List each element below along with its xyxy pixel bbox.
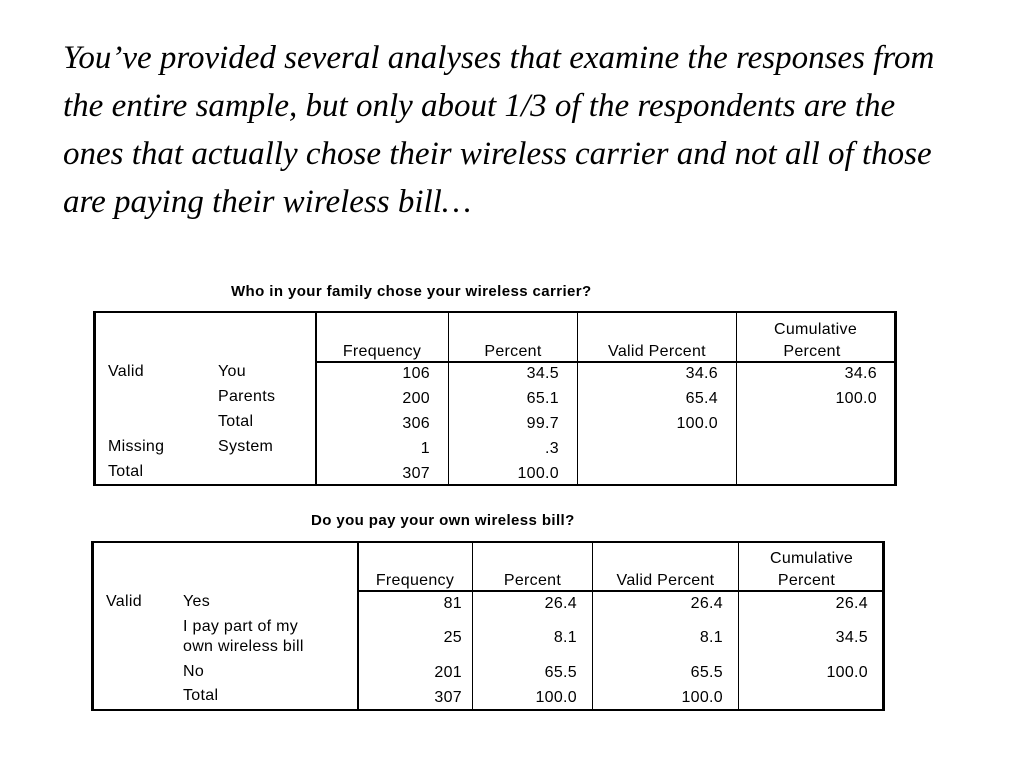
table2-row-header-divider xyxy=(357,543,359,709)
table1-cell-cumulative: 100.0 xyxy=(835,390,877,407)
table2-header-valid-percent: Valid Percent xyxy=(616,572,715,589)
table2-header-rule xyxy=(357,590,882,592)
table1-row-label: System xyxy=(218,438,274,455)
table1-header-valid-percent: Valid Percent xyxy=(608,343,706,360)
table2-cell-valid-percent: 8.1 xyxy=(699,629,723,646)
table1-cell-valid-percent: 34.6 xyxy=(685,365,718,382)
table2-cell-cumulative: 100.0 xyxy=(826,664,868,681)
table1-header-cumulative: Cumulative xyxy=(773,321,858,338)
table2-header-percent: Percent xyxy=(503,572,562,589)
table1-row-label: You xyxy=(218,363,246,380)
table1-cell-percent: 99.7 xyxy=(526,415,559,432)
table1-cell-frequency: 106 xyxy=(402,365,430,382)
table2-cell-valid-percent: 26.4 xyxy=(690,595,723,612)
table2-cell-frequency: 201 xyxy=(434,664,462,681)
table2-cell-frequency: 25 xyxy=(443,629,462,646)
table1-cell-percent: .3 xyxy=(545,440,559,457)
table2-cell-percent: 65.5 xyxy=(544,664,577,681)
table1-row-label: Parents xyxy=(218,388,276,405)
table2-header-cumulative: Cumulative xyxy=(769,550,854,567)
table1-header-cumulative-percent: Percent xyxy=(783,343,841,360)
table2-row-label: No xyxy=(183,663,205,680)
table1-header-percent: Percent xyxy=(484,343,542,360)
table2-row-label: I pay part of my xyxy=(183,618,299,635)
table1-group-label: Valid xyxy=(108,363,144,380)
table2-cell-cumulative: 26.4 xyxy=(835,595,868,612)
table2-cell-percent: 8.1 xyxy=(553,629,577,646)
table1-group-label: Total xyxy=(108,463,144,480)
table2-row-label: Total xyxy=(183,687,219,704)
table2-row-label-line2: own wireless bill xyxy=(183,638,304,655)
table1-header-rule xyxy=(315,361,894,363)
table2-cell-percent: 100.0 xyxy=(535,689,577,706)
table2-col-divider xyxy=(472,543,473,709)
table2-header-cumulative-percent: Percent xyxy=(777,572,836,589)
table1-cell-valid-percent: 100.0 xyxy=(676,415,718,432)
table2-cell-cumulative: 34.5 xyxy=(835,629,868,646)
table2-title: Do you pay your own wireless bill? xyxy=(311,512,575,529)
table2-cell-frequency: 307 xyxy=(434,689,462,706)
table1-cell-frequency: 307 xyxy=(402,465,430,482)
table2-cell-valid-percent: 100.0 xyxy=(681,689,723,706)
table2-row-label: Yes xyxy=(183,593,211,610)
table1-cell-valid-percent: 65.4 xyxy=(685,390,718,407)
table1-cell-cumulative: 34.6 xyxy=(844,365,877,382)
table1-title: Who in your family chose your wireless carrier? xyxy=(231,283,592,300)
intro-paragraph: You’ve provided several analyses that examine the responses from the entire sample, but only about 1/3 of the respondents are the ones that actually chose their wireless carrier and not all of those are paying their wireless bill… xyxy=(63,40,935,220)
table1-header-frequency: Frequency xyxy=(342,343,422,360)
table2-group-label: Valid xyxy=(106,593,142,610)
table1-row-label: Total xyxy=(218,413,254,430)
table1-cell-percent: 34.5 xyxy=(526,365,559,382)
table1-cell-frequency: 200 xyxy=(402,390,430,407)
table2-cell-percent: 26.4 xyxy=(544,595,577,612)
table1-carrier-chooser xyxy=(93,311,897,486)
table2-pay-own-bill xyxy=(91,541,885,711)
table2-col-divider xyxy=(592,543,593,709)
table2-cell-valid-percent: 65.5 xyxy=(690,664,723,681)
table1-cell-percent: 65.1 xyxy=(526,390,559,407)
table1-cell-frequency: 1 xyxy=(420,440,430,457)
table1-group-label: Missing xyxy=(108,438,165,455)
table2-cell-frequency: 81 xyxy=(443,595,462,612)
table1-cell-frequency: 306 xyxy=(402,415,430,432)
table2-header-frequency: Frequency xyxy=(375,572,455,589)
table1-cell-percent: 100.0 xyxy=(517,465,559,482)
